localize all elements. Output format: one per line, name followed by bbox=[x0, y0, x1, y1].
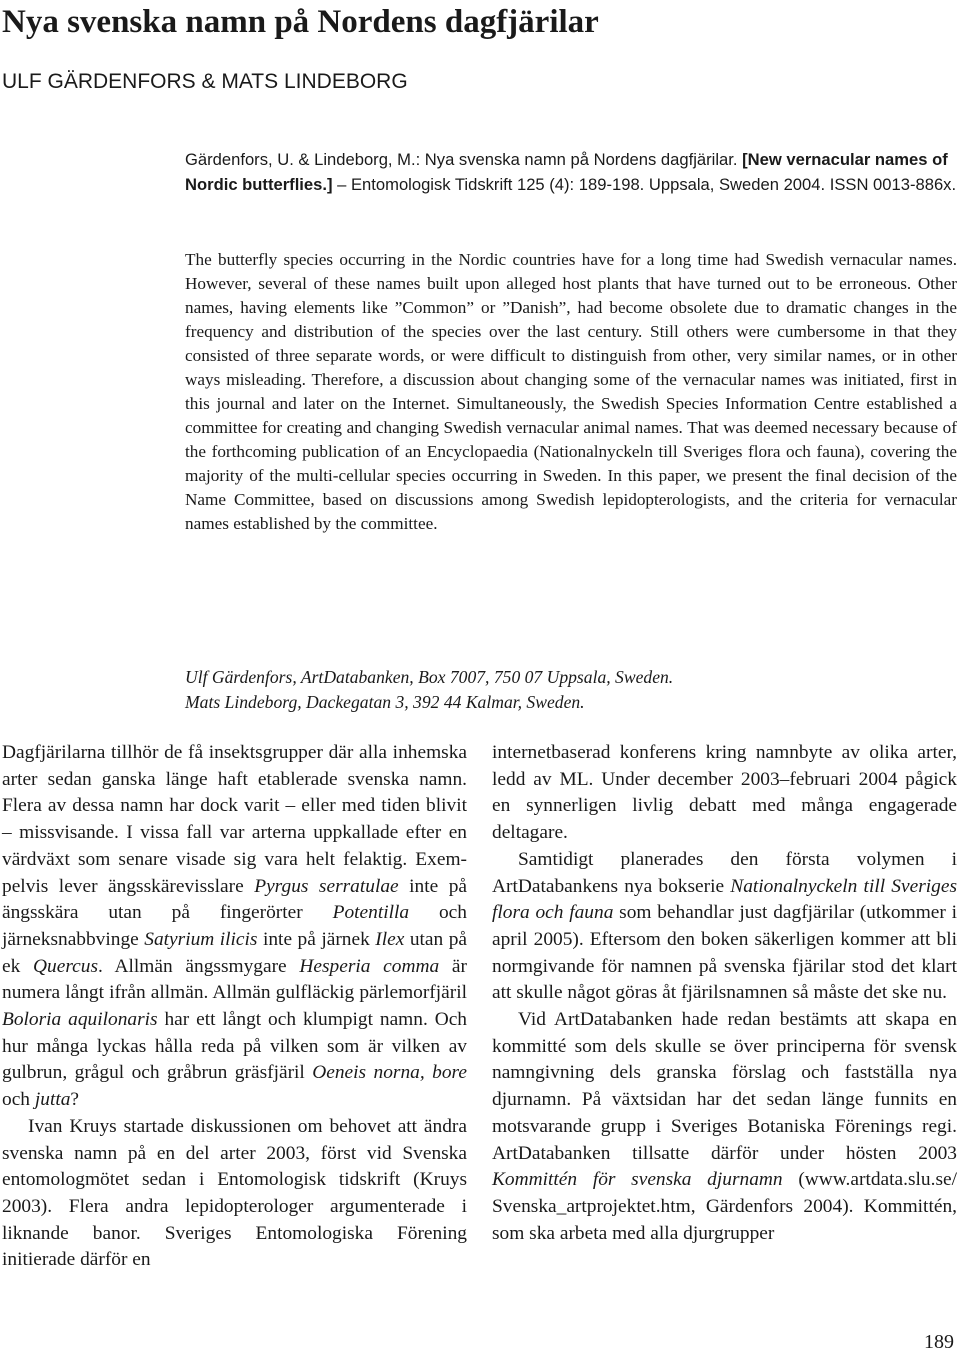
author-address-gardenfors: Ulf Gärdenfors, ArtDatabanken, Box 7007, 750 07 Uppsala, Sweden. bbox=[185, 667, 674, 687]
paragraph: Ivan Kruys startade diskussionen om behovet att ändra svenska namn på en del arter 2003, först vid Svenska entomologmötet sedan i Entomologisk tidskrift (Kruys 2003). Flera andra lepidopterologer argumenterade i liknande banor. Sveriges Entomologiska Förening initierade därför en bbox=[2, 1115, 467, 1271]
book-title: Nationalnyckeln till Sveriges flora och fauna bbox=[492, 875, 957, 924]
author-address-lindeborg: Mats Lindeborg, Dackegatan 3, 392 44 Kalmar, Sweden. bbox=[185, 692, 585, 712]
citation-authors-title: Gärdenfors, U. & Lindeborg, M.: Nya svenska namn på Nordens dagfjärilar. bbox=[185, 150, 738, 169]
citation-source: – Entomologisk Tidskrift 125 (4): 189-198. Uppsala, Sweden 2004. ISSN 0013-886x. bbox=[337, 175, 957, 194]
species-name: Satyrium ilicis bbox=[144, 928, 258, 950]
committee-name: Kommittén för svenska djurnamn bbox=[492, 1169, 783, 1191]
species-name: Oeneis norna, bore bbox=[312, 1062, 467, 1084]
paragraph: Samtidigt planerades den första volymen i ArtDatabankens nya bokserie Nationalnyckeln till Sveriges flora och fauna som behandlar just dagfjärilar (utkommer i april 2005). Eftersom den boken säkerligen kommer att bli normgivande för namnen på svenska fjärilar stod det klart att skulle något göras åt fjärilsnamnen så måste det ske nu. bbox=[492, 848, 957, 1004]
paragraph: Dagfjärilarna tillhör de få insektsgrupper där alla inhemska arter sedan ganska länge haft etablerade svenska namn. Flera av dessa namn har dock varit – eller med tiden blivit – missvisande. I vissa fall var arterna uppkallade efter en värdväxt som senare visade sig vara helt felaktig. Exempelvis lever ängsskärevisslare Pyrgus serratulae inte på ängsskära utan på fingerörter Potentilla och järneksnabbvinge Satyrium ilicis inte på järnek Ilex utan på ek Quercus. Allmän ängssmygare Hesperia comma är numera långt ifrån allmän. Allmän gulfläckig pärlemorfjäril Boloria aquilonaris har ett långt och klumpigt namn. Och hur många lyckas hålla reda på vilken som är vilken av gulbrun, grågul och gråbrun gräsfjäril Oeneis norna, bore och jutta? bbox=[2, 742, 467, 1111]
abstract: The butterfly species occurring in the Nordic countries have for a long time had Swedish vernacular names. However, several of these names built upon alleged host plants that have turned out to be erroneous. Other names, having elements like ”Common” or ”Danish”, had become obsolete due to dramatic changes in the frequency and distribution of the species over the last century. Still others were cumbersome in that they consisted of three separate words, or were difficult to distinguish from other, very similar names, or in other ways misleading. Therefore, a discussion about changing some of the vernacular names was initiated, first in this journal and later on the Internet. Simultaneously, the Swedish Species Information Centre established a committee for creating and changing Swedish vernacular animal names. That was deemed necessary because of the forthcoming publication of an Encyclopaedia (Nationalnyckeln till Sveriges flora och fauna), covering the majority of the multi-cellular species occurring in Sweden. In this paper, we present the final decision of the Name Committee, based on discussions among Swedish lepidopterologists, and the criteria for vernacular names established by the committee. bbox=[185, 250, 957, 533]
citation bbox=[185, 147, 957, 197]
species-name: Hesperia comma bbox=[299, 955, 440, 977]
species-name: Pyrgus serratulae bbox=[254, 875, 399, 897]
species-name: Boloria aquilonaris bbox=[2, 1009, 158, 1031]
species-name: jutta bbox=[34, 1089, 71, 1111]
page-number: 189 bbox=[924, 1331, 954, 1353]
body-column-right bbox=[492, 740, 957, 1247]
genus-name: Potentilla bbox=[332, 902, 410, 924]
genus-name: Quercus bbox=[33, 955, 99, 977]
article-authors: ULF GÄRDENFORS & MATS LINDEBORG bbox=[2, 70, 408, 93]
body-column-left bbox=[2, 740, 467, 1274]
paragraph: internetbaserad konferens kring namnbyte av olika arter, ledd av ML. Under december 2003–februari 2004 pågick en synnerligen livlig debatt med många engagerade deltagare. bbox=[492, 742, 957, 844]
citation-english-title: [New vernacular names of Nordic butterflies.] bbox=[185, 150, 948, 194]
genus-name: Ilex bbox=[375, 928, 405, 950]
article-title: Nya svenska namn på Nordens dagfjärilar bbox=[2, 4, 599, 40]
paragraph: Vid ArtDatabanken hade redan bestämts att skapa en kommitté som dels skulle se över principerna för svensk namngivning dels granska förslag och fastställa nya djurnamn. På växtsidan har det sedan länge funnits en motsvarande grupp i Sveriges Botaniska Förenings regi. ArtDatabanken tillsatte därför under hösten 2003 Kommittén för svenska djurnamn (www.artdata.slu.se/ Svenska_artprojektet.htm, Gärdenfors 2004). Kommittén, som ska arbeta med alla djurgrupper bbox=[492, 1009, 957, 1244]
